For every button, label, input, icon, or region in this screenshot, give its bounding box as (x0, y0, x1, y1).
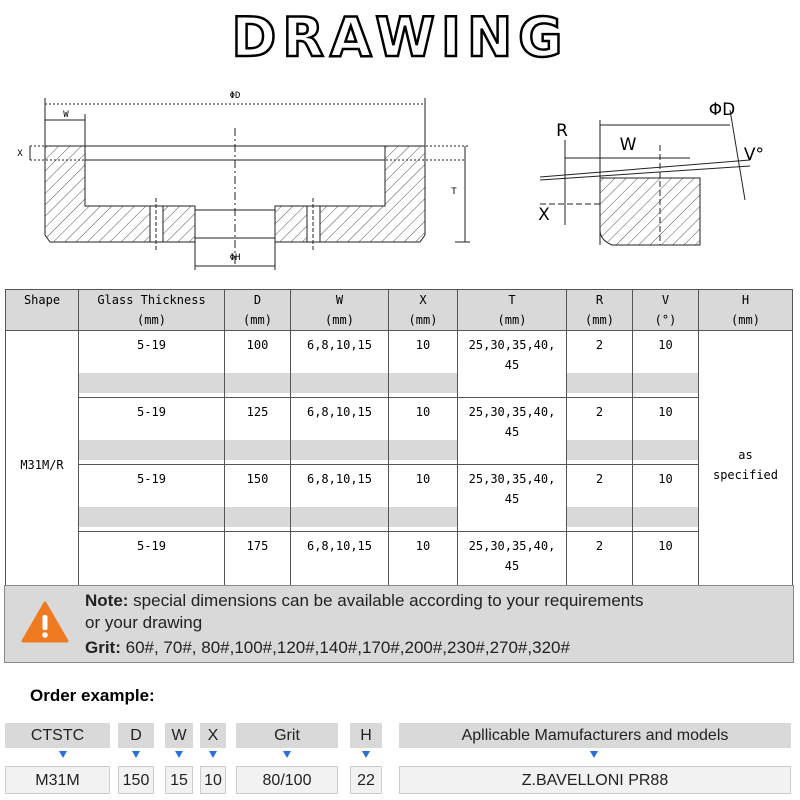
r-cell: 2 (567, 465, 633, 532)
order-arrow-d (132, 751, 140, 758)
header-v: V (°) (633, 290, 699, 331)
order-header-w: W (165, 723, 193, 748)
t-cell: 25,30,35,40, 45 (458, 465, 567, 532)
order-value-d: 150 (118, 766, 154, 794)
order-header-x: X (200, 723, 226, 748)
table-row (6, 465, 793, 532)
label-h: ΦH (229, 253, 241, 263)
order-arrow-ctstc (59, 751, 67, 758)
header-shape: Shape (6, 290, 79, 331)
glass-cell: 5-19 (79, 465, 225, 532)
d-cell: 150 (225, 465, 291, 532)
glass-cell: 5-19 (79, 331, 225, 398)
order-value-ctstc: M31M (5, 766, 110, 794)
order-arrow-grit (283, 751, 291, 758)
detail-label-x: X (538, 205, 550, 225)
spec-table (5, 289, 793, 599)
grit-line: Grit: 60#, 70#, 80#,100#,120#,140#,170#,200#,230#,270#,320# (85, 638, 570, 657)
detail-label-w: W (619, 135, 637, 155)
order-header-ctstc: CTSTC (5, 723, 110, 748)
order-header-grit: Grit (236, 723, 338, 748)
header-x: X (mm) (389, 290, 458, 331)
header-glass-thickness: Glass Thickness (mm) (79, 290, 225, 331)
r-cell: 2 (567, 331, 633, 398)
w-cell: 6,8,10,15 (291, 331, 389, 398)
detail-label-r: R (556, 121, 568, 141)
d-cell: 100 (225, 331, 291, 398)
v-cell: 10 (633, 465, 699, 532)
header-t: T (mm) (458, 290, 567, 331)
detail-label-v: V° (743, 145, 765, 165)
note-line-1: Note: special dimensions can be available according to your requirements (85, 591, 644, 610)
h-cell: as specified (699, 331, 793, 599)
r-cell: 2 (567, 398, 633, 465)
table-row (6, 331, 793, 398)
order-value-h: 22 (350, 766, 382, 794)
order-arrow-h (362, 751, 370, 758)
glass-cell: 5-19 (79, 532, 225, 599)
warning-icon (21, 600, 69, 644)
header-d: D (mm) (225, 290, 291, 331)
header-h: H (mm) (699, 290, 793, 331)
v-cell: 10 (633, 398, 699, 465)
order-value-w: 15 (165, 766, 193, 794)
x-cell: 10 (389, 331, 458, 398)
detail-label-d: ΦD (708, 100, 736, 120)
edge-detail-drawing (540, 110, 750, 245)
w-cell: 6,8,10,15 (291, 465, 389, 532)
label-x: X (17, 149, 23, 159)
d-cell: 125 (225, 398, 291, 465)
order-header-h: H (350, 723, 382, 748)
wheel-cross-section (30, 98, 470, 270)
order-value-x: 10 (200, 766, 226, 794)
x-cell: 10 (389, 532, 458, 599)
t-cell: 25,30,35,40, 45 (458, 532, 567, 599)
label-w: W (63, 110, 69, 120)
order-value-grit: 80/100 (236, 766, 338, 794)
r-cell: 2 (567, 532, 633, 599)
w-cell: 6,8,10,15 (291, 398, 389, 465)
order-example-title: Order example: (30, 686, 155, 705)
order-value-manufacturers: Z.BAVELLONI PR88 (399, 766, 791, 794)
order-header-d: D (118, 723, 154, 748)
shape-cell: M31M/R (6, 331, 79, 599)
label-t: T (451, 187, 457, 197)
drawing-title: DRAWING (231, 6, 569, 69)
order-header-manufacturers: Apllicable Mamufacturers and models (399, 723, 791, 748)
w-cell: 6,8,10,15 (291, 532, 389, 599)
d-cell: 175 (225, 532, 291, 599)
t-cell: 25,30,35,40, 45 (458, 398, 567, 465)
glass-cell: 5-19 (79, 398, 225, 465)
note-box (4, 585, 794, 663)
label-d: ΦD (229, 91, 241, 101)
spec-header-row (6, 290, 793, 331)
x-cell: 10 (389, 465, 458, 532)
v-cell: 10 (633, 532, 699, 599)
x-cell: 10 (389, 398, 458, 465)
t-cell: 25,30,35,40, 45 (458, 331, 567, 398)
header-w: W (mm) (291, 290, 389, 331)
v-cell: 10 (633, 331, 699, 398)
header-r: R (mm) (567, 290, 633, 331)
order-arrow-w (175, 751, 183, 758)
table-row (6, 398, 793, 465)
order-arrow-x (209, 751, 217, 758)
note-line-2: or your drawing (85, 613, 203, 632)
order-arrow-manufacturers (590, 751, 598, 758)
technical-drawings (0, 80, 800, 280)
